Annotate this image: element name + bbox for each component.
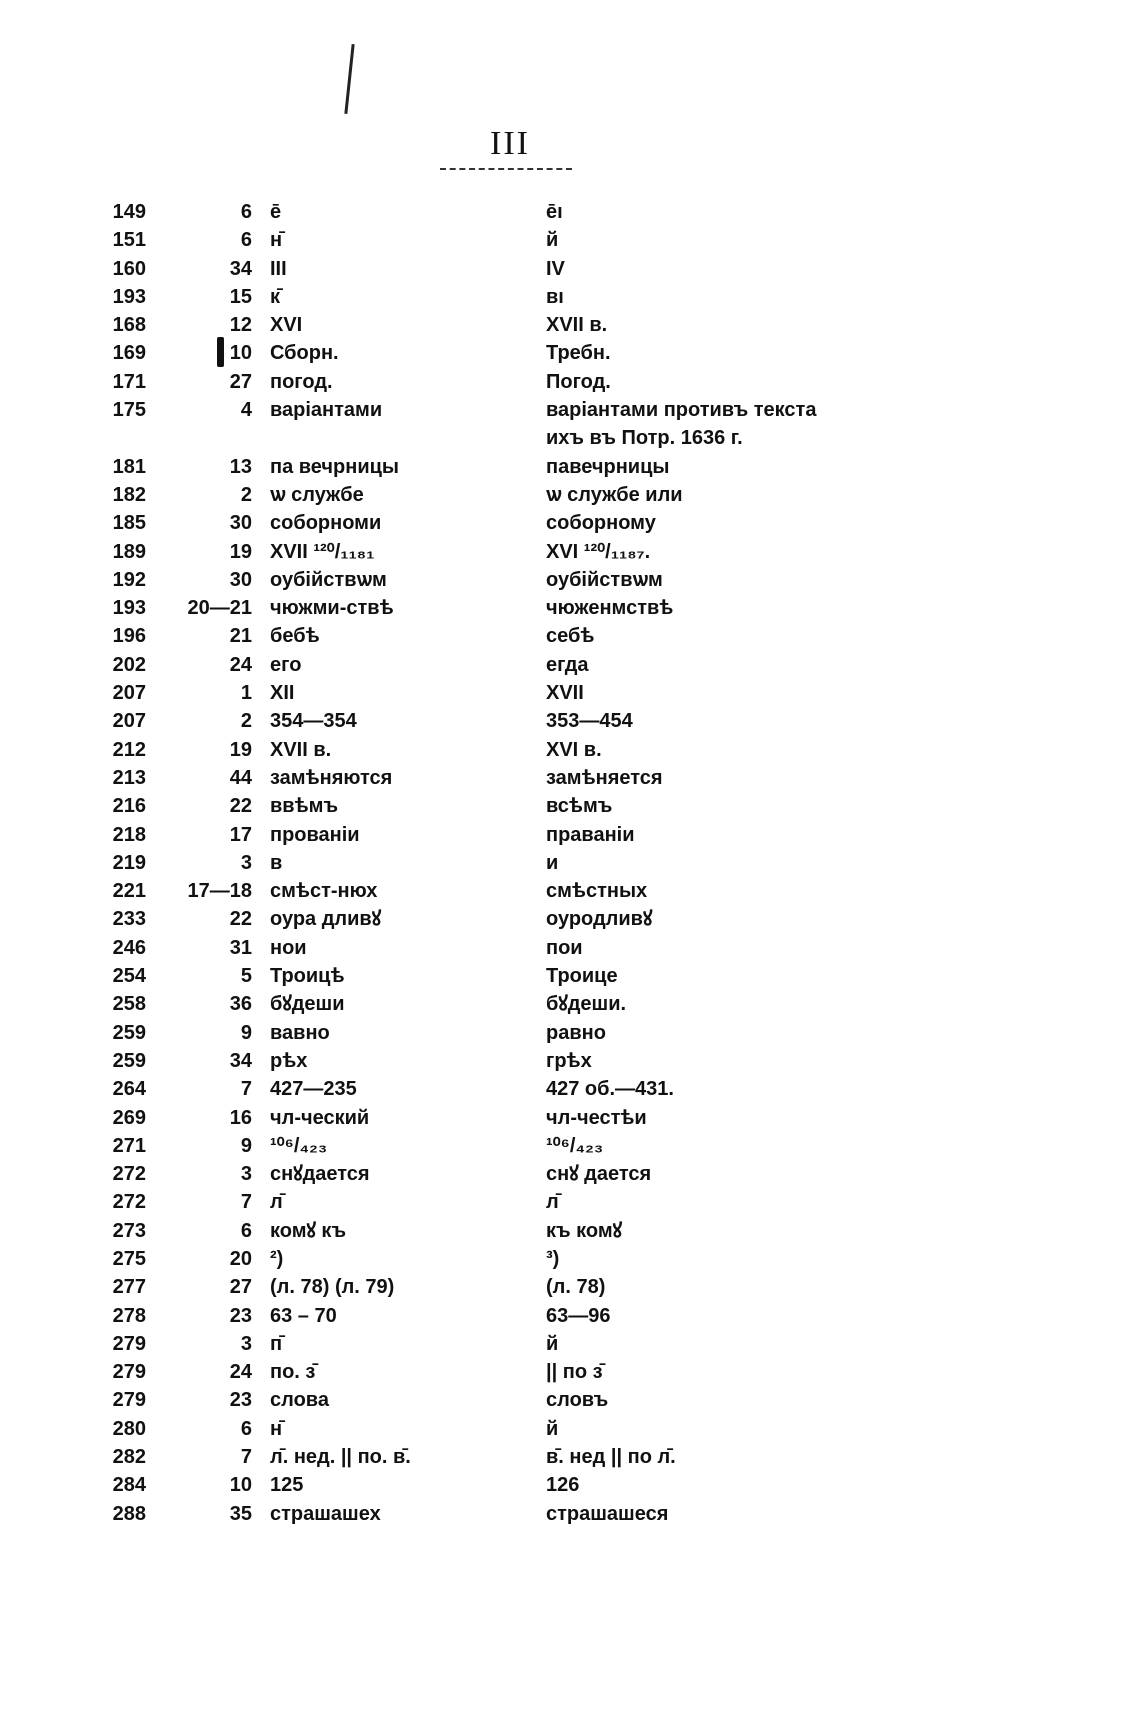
errata-correct-text: XVI в. xyxy=(546,738,602,761)
errata-printed-text: н̄ xyxy=(270,229,283,252)
errata-printed-text: бебѣ xyxy=(270,625,320,648)
errata-row xyxy=(96,198,856,226)
errata-row xyxy=(96,1358,856,1386)
errata-line-number: 23 xyxy=(229,1389,252,1412)
errata-correct-text: всѣмъ xyxy=(546,795,613,818)
errata-printed-text: л̄. нед. || по. в̄. xyxy=(270,1446,411,1469)
errata-printed-text: вавно xyxy=(270,1021,330,1044)
errata-correct-text: й xyxy=(546,229,559,252)
errata-row xyxy=(96,1471,856,1499)
errata-correct-text: къ комꙋ xyxy=(546,1219,623,1242)
errata-printed-text: оура дливꙋ xyxy=(270,908,382,931)
errata-correct-text: ēı xyxy=(546,201,563,223)
errata-correct-text: XVII xyxy=(546,682,584,705)
errata-page-number: 168 xyxy=(112,314,146,337)
header-rule xyxy=(440,168,572,170)
page-number: III xyxy=(490,125,530,162)
errata-row xyxy=(96,1302,856,1330)
errata-line-number: 30 xyxy=(229,512,252,535)
errata-printed-text: чл-ческий xyxy=(270,1106,370,1129)
errata-line-number: 24 xyxy=(229,653,252,676)
errata-correct-text: смѣстных xyxy=(546,880,648,903)
errata-correct-text: Погод. xyxy=(546,370,611,393)
errata-line-number: 7 xyxy=(240,1446,252,1469)
errata-printed-text: п̄ xyxy=(270,1332,283,1355)
errata-printed-text: па вечрницы xyxy=(270,455,399,478)
errata-line-number: 7 xyxy=(240,1078,252,1101)
errata-page-number: 213 xyxy=(112,766,146,789)
errata-line-number: 36 xyxy=(229,993,252,1016)
errata-line-number: 7 xyxy=(240,1191,252,1214)
errata-correct-text: 63—96 xyxy=(546,1304,611,1327)
errata-line-number: 6 xyxy=(240,1219,252,1242)
errata-row xyxy=(96,283,856,311)
errata-row xyxy=(96,509,856,537)
errata-page-number: 233 xyxy=(112,908,146,931)
errata-page-number: 269 xyxy=(112,1106,146,1129)
errata-row xyxy=(96,1443,856,1471)
errata-printed-text: страшашех xyxy=(270,1502,381,1525)
errata-correct-text: оубійствѡм xyxy=(546,568,663,591)
errata-row xyxy=(96,1047,856,1075)
errata-page-number: 279 xyxy=(112,1332,146,1355)
errata-line-number: 34 xyxy=(229,257,252,280)
errata-page-number: 182 xyxy=(112,483,146,506)
errata-printed-text: Сборн. xyxy=(270,342,339,365)
errata-page-number: 192 xyxy=(112,568,146,591)
errata-page-number: 181 xyxy=(112,455,146,478)
errata-correct-text: й xyxy=(546,1417,559,1440)
errata-row xyxy=(96,1217,856,1245)
errata-printed-text: рѣх xyxy=(270,1049,308,1072)
errata-page-number: 149 xyxy=(112,201,146,223)
errata-correct-text: праваніи xyxy=(546,823,635,846)
errata-printed-text: по. з̄ xyxy=(270,1361,316,1384)
errata-row xyxy=(96,1104,856,1132)
errata-line-number: 9 xyxy=(240,1134,252,1157)
errata-line-number: 20 xyxy=(229,1247,252,1270)
errata-correct-text: ¹⁰⁶/₄₂₃ xyxy=(546,1134,604,1157)
errata-correct-text: || по з̄ xyxy=(546,1361,603,1384)
errata-line-number: 27 xyxy=(229,370,252,393)
errata-printed-text: ѡ службе xyxy=(270,483,364,506)
errata-page-number: 254 xyxy=(112,965,146,988)
errata-printed-text: ввѣмъ xyxy=(270,795,339,818)
errata-page-number: 193 xyxy=(112,597,146,620)
errata-line-number: 6 xyxy=(240,201,252,223)
errata-line-number: 6 xyxy=(240,229,252,252)
errata-page-number: 193 xyxy=(112,285,146,308)
errata-line-number: 16 xyxy=(229,1106,252,1129)
errata-line-number: 3 xyxy=(240,1163,252,1186)
errata-line-number: 4 xyxy=(240,399,252,422)
errata-page-number: 185 xyxy=(112,512,146,535)
errata-line-number: 21 xyxy=(229,625,252,648)
errata-printed-text: XVI xyxy=(270,314,303,337)
errata-page-number: 171 xyxy=(112,370,146,393)
errata-row xyxy=(96,764,856,792)
errata-page-number: 160 xyxy=(112,257,146,280)
errata-line-number: 10 xyxy=(229,1474,252,1497)
errata-line-number: 23 xyxy=(229,1304,252,1327)
errata-correct-text: чл-честѣи xyxy=(546,1106,647,1129)
errata-printed-text: смѣст-нюх xyxy=(270,880,378,903)
errata-row xyxy=(96,566,856,594)
errata-correct-text: соборному xyxy=(546,512,656,535)
errata-page-number: 279 xyxy=(112,1361,146,1384)
errata-row xyxy=(96,707,856,735)
errata-line-number: 3 xyxy=(240,851,252,874)
errata-line-number: 34 xyxy=(229,1049,252,1072)
errata-correct-text: себѣ xyxy=(546,625,595,648)
errata-row xyxy=(96,1500,856,1528)
errata-printed-text: замѣняются xyxy=(270,766,393,789)
errata-correct-text: IV xyxy=(546,257,565,280)
errata-page-number: 282 xyxy=(112,1446,146,1469)
errata-correct-text: XVI ¹²⁰/₁₁₈₇. xyxy=(546,540,651,563)
errata-page-number: 259 xyxy=(112,1021,146,1044)
errata-row xyxy=(96,368,856,396)
errata-correct-text: страшашеся xyxy=(546,1502,669,1525)
page-header xyxy=(0,125,1140,163)
errata-row xyxy=(96,792,856,820)
errata-page-number: 284 xyxy=(112,1474,146,1497)
errata-correct-text: грѣх xyxy=(546,1049,592,1072)
errata-line-number: 10 xyxy=(229,342,252,365)
errata-printed-text: нои xyxy=(270,936,307,959)
errata-row xyxy=(96,651,856,679)
errata-printed-text: XVII в. xyxy=(270,738,332,761)
errata-row xyxy=(96,226,856,254)
errata-row xyxy=(96,1330,856,1358)
errata-printed-text: погод. xyxy=(270,370,333,393)
errata-row xyxy=(96,679,856,707)
errata-row xyxy=(96,1132,856,1160)
errata-correct-text: ѡ службе или xyxy=(546,483,683,506)
errata-line-number: 5 xyxy=(240,965,252,988)
errata-row xyxy=(96,962,856,990)
errata-correct-text: XVII в. xyxy=(546,314,608,337)
errata-line-number: 24 xyxy=(229,1361,252,1384)
errata-correct-text: й xyxy=(546,1332,559,1355)
errata-page-number: 175 xyxy=(112,399,146,422)
errata-page-number: 202 xyxy=(112,653,146,676)
errata-table xyxy=(96,198,856,1528)
errata-line-number: 17—18 xyxy=(187,880,252,903)
errata-row xyxy=(96,1273,856,1301)
errata-row xyxy=(96,1415,856,1443)
errata-correct-text: бꙋдеши. xyxy=(546,993,627,1016)
errata-page-number: 275 xyxy=(112,1247,146,1270)
errata-printed-text: 63 – 70 xyxy=(270,1304,337,1327)
errata-page-number: 221 xyxy=(112,880,146,903)
errata-correct-text: вı xyxy=(546,285,564,308)
errata-page-number: 280 xyxy=(112,1417,146,1440)
errata-printed-text: комꙋ къ xyxy=(270,1219,347,1242)
errata-row xyxy=(96,481,856,509)
errata-correct-text: чюженмствѣ xyxy=(546,597,674,620)
errata-line-number: 12 xyxy=(229,314,252,337)
errata-page-number: 246 xyxy=(112,936,146,959)
errata-correct-text: и xyxy=(546,851,559,874)
errata-row xyxy=(96,934,856,962)
errata-printed-text: его xyxy=(270,653,302,676)
errata-page-number: 207 xyxy=(112,710,146,733)
errata-page-number: 196 xyxy=(112,625,146,648)
errata-row xyxy=(96,877,856,905)
errata-page-number: 219 xyxy=(112,851,146,874)
errata-line-number: 22 xyxy=(229,908,252,931)
errata-printed-text: л̄ xyxy=(270,1191,283,1214)
errata-printed-text: слова xyxy=(270,1389,329,1412)
errata-printed-text: 354—354 xyxy=(270,710,357,733)
errata-line-number: 30 xyxy=(229,568,252,591)
errata-page-number: 169 xyxy=(112,342,146,365)
errata-printed-text: (л. 78) (л. 79) xyxy=(270,1276,395,1299)
errata-line-number: 19 xyxy=(229,738,252,761)
errata-correct-text: Требн. xyxy=(546,342,611,365)
errata-printed-text: ¹⁰⁶/₄₂₃ xyxy=(270,1134,328,1157)
errata-line-number: 15 xyxy=(229,285,252,308)
errata-correct-text: снꙋ дается xyxy=(546,1163,652,1186)
errata-printed-text: бꙋдеши xyxy=(270,993,345,1016)
errata-correct-text: егда xyxy=(546,653,589,676)
errata-correct-text: 353—454 xyxy=(546,710,633,733)
errata-row xyxy=(96,1160,856,1188)
errata-line-number: 27 xyxy=(229,1276,252,1299)
errata-correct-text: словъ xyxy=(546,1389,609,1412)
errata-page-number: 273 xyxy=(112,1219,146,1242)
errata-printed-text: XII xyxy=(270,682,295,705)
errata-line-number: 1 xyxy=(240,682,252,705)
errata-row xyxy=(96,594,856,622)
errata-page-number: 259 xyxy=(112,1049,146,1072)
errata-printed-text: оубійствѡм xyxy=(270,568,387,591)
errata-printed-text: III xyxy=(270,257,287,280)
errata-line-number: 2 xyxy=(240,710,252,733)
errata-correct-text: замѣняется xyxy=(546,766,663,789)
errata-page-number: 277 xyxy=(112,1276,146,1299)
errata-printed-text: в xyxy=(270,851,283,874)
errata-correct-text: равно xyxy=(546,1021,606,1044)
errata-row xyxy=(96,849,856,877)
errata-line-number: 44 xyxy=(229,766,252,789)
errata-row xyxy=(96,622,856,650)
errata-page-number: 279 xyxy=(112,1389,146,1412)
errata-correct-text: (л. 78) xyxy=(546,1276,606,1299)
errata-row xyxy=(96,1386,856,1414)
errata-printed-text: XVII ¹²⁰/₁₁₈₁ xyxy=(270,540,375,563)
errata-printed-text: соборноми xyxy=(270,512,382,535)
errata-page-number: 272 xyxy=(112,1163,146,1186)
errata-printed-text: к̄ xyxy=(270,285,281,308)
errata-row xyxy=(96,821,856,849)
errata-page-number: 264 xyxy=(112,1078,146,1101)
errata-correct-text: 427 об.—431. xyxy=(546,1078,674,1101)
errata-correct-text: л̄ xyxy=(546,1191,559,1214)
errata-printed-text: ē xyxy=(270,201,282,223)
errata-page-number: 272 xyxy=(112,1191,146,1214)
errata-correct-text: в̄. нед || по л̄. xyxy=(546,1446,676,1469)
errata-row xyxy=(96,736,856,764)
errata-row xyxy=(96,905,856,933)
errata-correct-text: ³) xyxy=(546,1247,560,1270)
errata-printed-text: снꙋдается xyxy=(270,1163,370,1186)
errata-row xyxy=(96,1019,856,1047)
errata-printed-text: 427—235 xyxy=(270,1078,357,1101)
errata-page-number: 207 xyxy=(112,682,146,705)
errata-correct-text: оуродливꙋ xyxy=(546,908,653,931)
errata-correct-text: пои xyxy=(546,936,583,959)
errata-line-number: 6 xyxy=(240,1417,252,1440)
errata-row xyxy=(96,339,856,367)
errata-printed-text: варіантами xyxy=(270,399,383,422)
errata-correct-text: варіантами противъ текста ихъ въ Потр. 1636 г. xyxy=(546,399,817,450)
errata-page-number: 288 xyxy=(112,1502,146,1525)
errata-page-number: 278 xyxy=(112,1304,146,1327)
errata-correct-text: павечрницы xyxy=(546,455,670,478)
errata-page-number: 271 xyxy=(112,1134,146,1157)
errata-correct-text: 126 xyxy=(546,1474,580,1497)
errata-row xyxy=(96,255,856,283)
errata-printed-text: н̄ xyxy=(270,1417,283,1440)
errata-row xyxy=(96,538,856,566)
errata-correct-text: Троице xyxy=(546,965,618,988)
errata-row xyxy=(96,396,856,453)
errata-row xyxy=(96,453,856,481)
errata-page-number: 212 xyxy=(112,738,146,761)
errata-printed-text: 125 xyxy=(270,1474,304,1497)
errata-row xyxy=(96,1188,856,1216)
errata-line-number: 9 xyxy=(240,1021,252,1044)
errata-page-number: 216 xyxy=(112,795,146,818)
errata-row xyxy=(96,311,856,339)
errata-row xyxy=(96,990,856,1018)
errata-page-number: 189 xyxy=(112,540,146,563)
errata-line-number: 13 xyxy=(229,455,252,478)
errata-line-number: 19 xyxy=(229,540,252,563)
errata-printed-text: Троицѣ xyxy=(270,965,345,988)
margin-pen-mark xyxy=(344,44,354,114)
errata-printed-text: прованіи xyxy=(270,823,360,846)
errata-page-number: 218 xyxy=(112,823,146,846)
errata-page-number: 258 xyxy=(112,993,146,1016)
errata-printed-text: ²) xyxy=(270,1247,284,1270)
errata-line-number: 20—21 xyxy=(187,597,252,620)
errata-line-number: 3 xyxy=(240,1332,252,1355)
errata-line-number: 31 xyxy=(229,936,252,959)
errata-line-number: 35 xyxy=(229,1502,252,1525)
errata-row xyxy=(96,1245,856,1273)
errata-line-number: 17 xyxy=(229,823,252,846)
errata-line-number: 22 xyxy=(229,795,252,818)
errata-page-number: 151 xyxy=(112,229,146,252)
errata-row xyxy=(96,1075,856,1103)
errata-line-number: 2 xyxy=(240,483,252,506)
errata-printed-text: чюжми-ствѣ xyxy=(270,597,394,620)
